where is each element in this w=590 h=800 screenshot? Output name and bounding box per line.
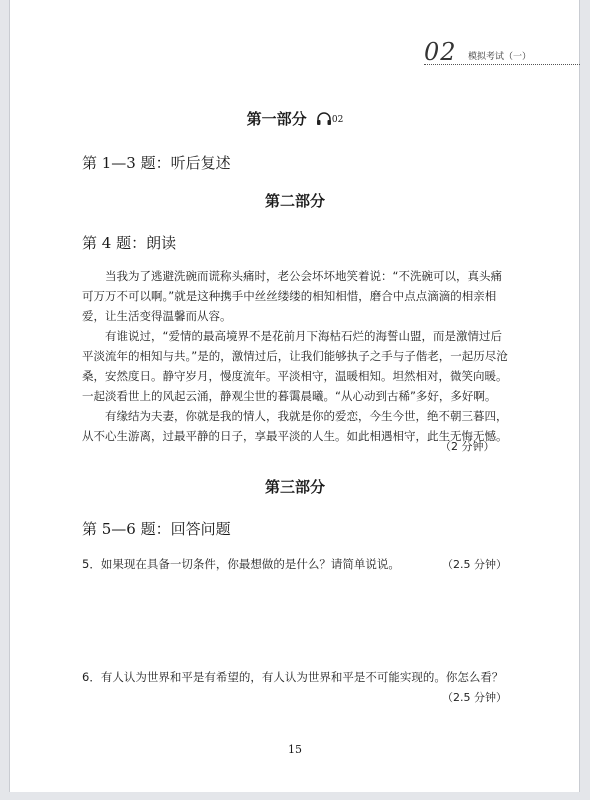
part-three-heading: 第三部分	[264, 478, 325, 496]
part-two-heading: 第二部分	[264, 192, 325, 210]
question-5-time: （2.5 分钟）	[442, 558, 507, 571]
page-number: 15	[288, 743, 302, 756]
header-rule	[424, 64, 580, 65]
chapter-number: 02	[424, 38, 457, 66]
task-heading-5-6: 第 5—6 题：回答问题	[82, 520, 231, 538]
chapter-title: 模拟考试（一）	[468, 52, 532, 62]
running-header	[424, 40, 580, 66]
task-heading-4: 第 4 题：朗读	[82, 234, 177, 252]
reading-paragraph-2: 有谁说过，“爱情的最高境界不是花前月下海枯石烂的海誓山盟，而是激情过后平淡流年的相知与共。”是的，激情过后，让我们能够执子之手与子偕老，一起历尽沧桑，安然度日。静守岁月，慢度流年。平淡相守，温暖相知。坦然相对，微笑向暖。一起淡看世上的风起云涌，静观尘世的暮霭晨曦。“从心动到古稀”多好，多好啊。	[82, 329, 508, 403]
question-6: 6．有人认为世界和平是有希望的，有人认为世界和平是不可能实现的。你怎么看？	[82, 670, 504, 684]
audio-track-number: 02	[331, 115, 344, 125]
reading-time-limit: （2 分钟）	[440, 440, 495, 453]
reading-paragraph-3: 有缘结为夫妻，你就是我的情人，我就是你的爱恋，今生今世，绝不朝三暮四，从不心生游离，过最平静的日子，享最平淡的人生。如此相遇相守，此生无悔无憾。	[82, 409, 508, 443]
question-6-time: （2.5 分钟）	[442, 691, 507, 704]
reading-paragraph-1: 当我为了逃避洗碗而谎称头痛时，老公会坏坏地笑着说：“不洗碗可以，真头痛可万万不可以啊。”就是这种携手中丝丝缕缕的相知相惜，磨合中点点滴滴的相亲相爱，让生活变得温馨而从容。	[82, 269, 502, 323]
headphones-icon	[316, 111, 332, 130]
part-one-title: 第一部分	[246, 110, 307, 128]
part-one-heading	[0, 108, 590, 130]
task-heading-1-3: 第 1—3 题：听后复述	[82, 154, 231, 172]
question-5: 5．如果现在具备一切条件，你最想做的是什么？请简单说说。	[82, 557, 400, 571]
reading-passage	[82, 266, 510, 446]
